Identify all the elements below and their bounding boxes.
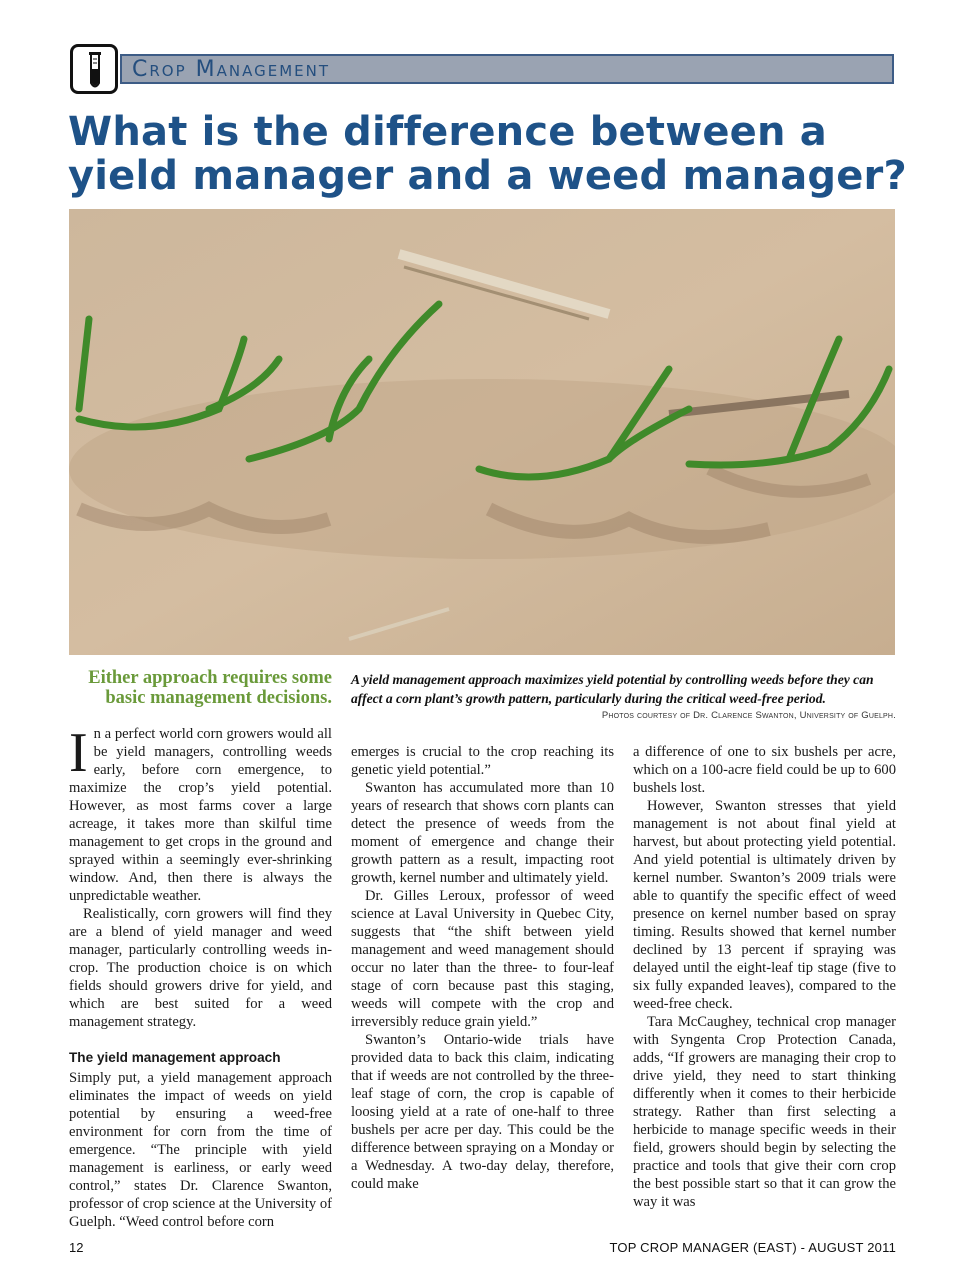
paragraph: Simply put, a yield management approach eliminates the impact of weeds on yield potential by ensuring a weed-free environment for corn from the time of emergence. “The principle with yield management is earliness, or early weed control,” states Dr. Clarence Swanton, professor of crop science at the University of Guelph. “Weed control before corn — [69, 1070, 333, 1230]
paragraph: emerges is crucial to the crop reaching its genetic yield potential.” — [351, 744, 614, 778]
drop-cap: I — [69, 722, 88, 784]
pull-quote: Either approach requires some basic management decisions. — [88, 668, 332, 708]
photo-caption: A yield management approach maximizes yield potential by controlling weeds before they can affect a corn plant’s growth pattern, particularly during the critical weed-free period. — [351, 672, 874, 706]
test-tube-icon — [70, 44, 118, 94]
headline-line-2: yield manager and a weed manager? — [68, 153, 907, 199]
article-column-2 — [351, 743, 614, 1193]
publication-footer: TOP CROP MANAGER (EAST) - AUGUST 2011 — [609, 1240, 896, 1255]
photo-credit: Photos courtesy of Dr. Clarence Swanton, University of Guelph. — [601, 710, 896, 721]
article-column-3 — [633, 743, 896, 1211]
paragraph: Realistically, corn growers will find they are a blend of yield manager and weed manager, particularly controlling weeds in-crop. The production choice is on which fields should growers drive for yield, and which are best suited for a weed management strategy. — [69, 906, 332, 1030]
paragraph: Swanton’s Ontario-wide trials have provided data to back this claim, indicating that if weeds are not controlled by the three-leaf stage of corn, the crop is capable of loosing yield at a rate of one-half to three bushels per acre per day. This could be the difference between spraying on a Monday or a Wednesday. A two-day delay, therefore, could make — [351, 1032, 614, 1192]
headline — [68, 110, 908, 198]
corn-seedlings-photo — [69, 209, 895, 655]
paragraph: However, Swanton stresses that yield management is not about final yield at harvest, but about protecting yield potential. And yield potential is ultimately driven by kernel number. Swanton’s 2009 trials were able to quantify the specific effect of weed presence on kernel number based on spray timing. Results showed that kernel number declined by 13 percent if spraying was delayed until the eight-leaf tip stage (five to six fully expanded leaves), compared to the weed-free check. — [633, 798, 896, 1012]
headline-line-1: What is the difference between a — [68, 109, 827, 155]
section-title: Crop Management — [132, 57, 330, 82]
paragraph — [69, 722, 332, 905]
page-number: 12 — [69, 1240, 84, 1255]
paragraph: Dr. Gilles Leroux, professor of weed science at Laval University in Quebec City, suggests that “the shift between yield management and weed management should occur no later than the three- to four-leaf stage of corn because past this staging, weeds will compete with the crop and irreversibly reduce grain yield.” — [351, 888, 614, 1030]
paragraph-text: n a perfect world corn growers would all be yield managers, controlling weeds early, before corn emergence, to maximize the crop’s yield potential. However, as most farms cover a large acreage, it takes more than skilful time management to get crops in the ground and sprayed within a seemingly ever-shrinking window. And, then there is always the unpredictable weather. — [69, 726, 332, 904]
subheading: The yield management approach — [69, 1050, 281, 1065]
paragraph: a difference of one to six bushels per acre, which on a 100-acre field could be up to 600 bushels lost. — [633, 744, 896, 796]
paragraph: Swanton has accumulated more than 10 years of research that shows corn plants can detect the presence of weeds from the moment of emergence and change their growth pattern as a result, impacting root growth, kernel number and ultimately yield. — [351, 780, 614, 886]
paragraph: Tara McCaughey, technical crop manager with Syngenta Crop Protection Canada, adds, “If growers are managing their crop to drive yield, they need to start thinking differently when it comes to their herbicide strategy. Rather than first selecting a herbicide to manage specific weeds in their field, growers should begin by selecting the practice and tools that give their corn crop the best possible start so that it can grow the way it was — [633, 1014, 896, 1210]
section-header — [70, 44, 896, 96]
article-column-1 — [69, 722, 333, 1231]
